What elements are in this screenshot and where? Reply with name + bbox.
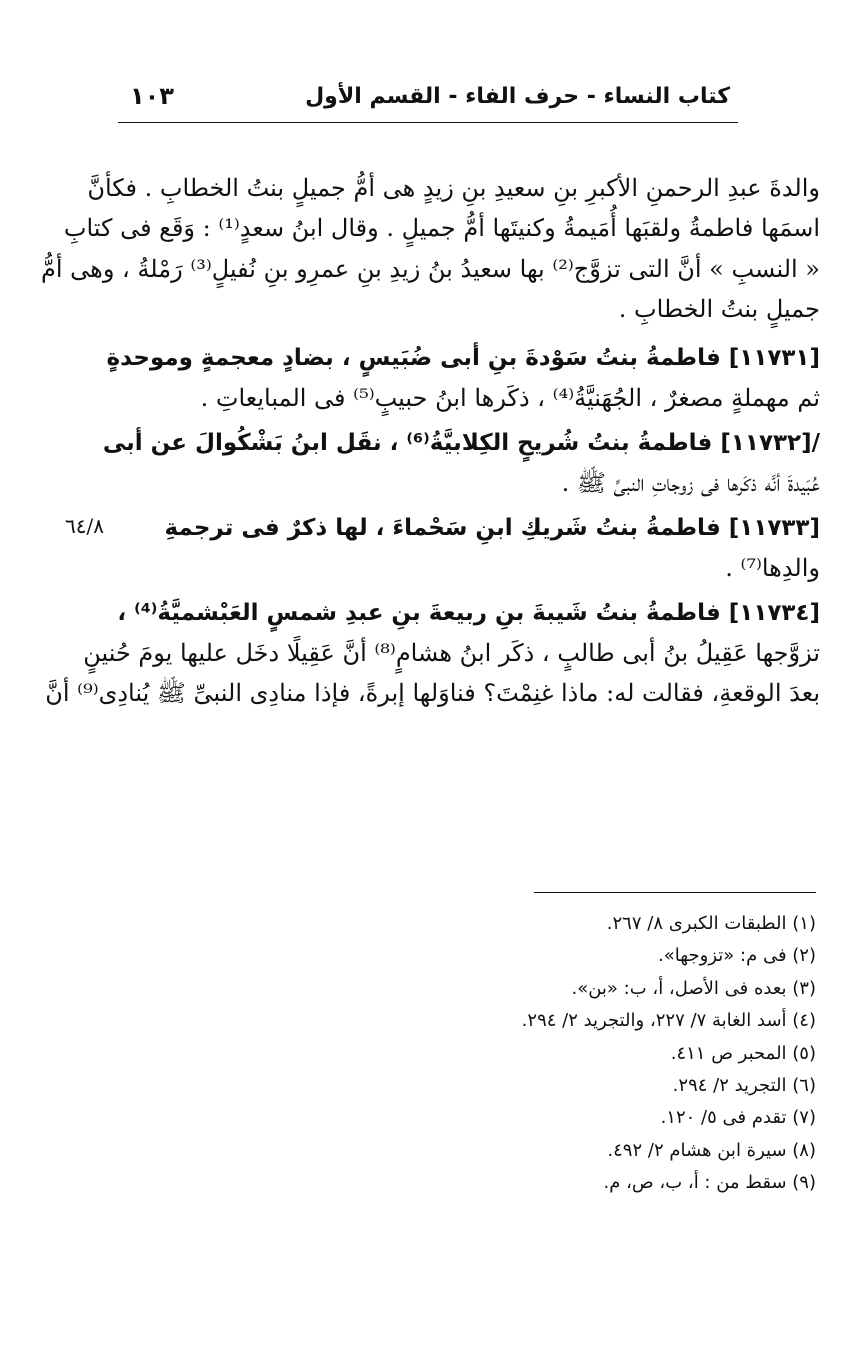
text-line: بعدَ الوقعةِ، فقالت له: ماذا غنِمْتَ؟ فناوَلها إبرةً، فإذا منادِى النبىِّ ﷺ يُنادِى⁽⁹⁾ أنَّ (45, 679, 820, 707)
text-line: عُبَيدةَ أنَّه ذكَرها فى زوجاتِ النبىِّ ﷺ . (561, 468, 820, 497)
footnote: (١) الطبقات الكبرى ٨/ ٢٦٧. (606, 913, 816, 934)
margin-reference: ٦٤/٨ (65, 514, 104, 538)
text-line: والدِها⁽⁷⁾ . (725, 553, 820, 582)
entry-11734: [١١٧٣٤] فاطمةُ بنتُ شَيبةَ بنِ ربيعةَ بنِ عبدِ شمسٍ العَبْشميَّةُ⁽⁴⁾ ، (117, 600, 820, 627)
footnotes (116, 908, 816, 1200)
footnote: (٧) تقدم فى ٥/ ١٢٠. (660, 1107, 816, 1129)
entry-11733: [١١٧٣٣] فاطمةُ بنتُ شَريكِ ابنِ سَحْماءَ ، لها ذكرٌ فى ترجمةِ (164, 515, 820, 542)
text-line: « النسبِ » أنَّ التى تزوَّج⁽²⁾ بها سعيدُ بنُ زيدِ بنِ عمرِو بنِ نُفيلٍ⁽³⁾ رَمْلةُ ، وهى أمُّ (41, 254, 820, 283)
header-title: كتاب النساء - حرف الفاء - القسم الأول (305, 84, 730, 109)
page-number: ١٠٣ (130, 82, 174, 110)
footnote-separator (534, 892, 816, 893)
footnote: (٩) سقط من : أ، ب، ص، م. (603, 1172, 816, 1194)
text-line: والدةَ عبدِ الرحمنِ الأكبرِ بنِ سعيدِ بنِ زيدٍ هى أمُّ جميلٍ بنتُ الخطابِ . فكأنَّ (87, 174, 820, 202)
text-line: اسمَها فاطمةُ ولقبَها أُمَيمةُ وكنيتَها أمُّ جميلٍ . وقال ابنُ سعدٍ⁽¹⁾ : وَقَع فى كتابِ (63, 214, 820, 243)
text-line: تزوَّجها عَقِيلُ بنُ أبى طالبٍ ، ذكَر ابنُ هشامٍ⁽⁸⁾ أنَّ عَقِيلًا دخَل عليها يومَ حُنينٍ (83, 638, 820, 667)
running-header (118, 78, 738, 126)
entry-11731: [١١٧٣١] فاطمةُ بنتُ سَوْدةَ بنِ أبى ضُبَيسٍ ، بضادٍ معجمةٍ وموحدةٍ (106, 345, 820, 372)
entry-11732: /[١١٧٣٢] فاطمةُ بنتُ شُريحٍ الكِلابيَّةُ⁽⁶⁾ ، نقَل ابنُ بَشْكُوالَ عن أبى (102, 430, 820, 457)
text-line: ثم مهملةٍ مصغرٌ ، الجُهَنيَّةُ⁽⁴⁾ ، ذكَرها ابنُ حبيبٍ⁽⁵⁾ فى المبايعاتِ . (200, 383, 820, 412)
footnote: (٣) بعده فى الأصل، أ، ب: «بن». (571, 977, 816, 999)
header-rule (118, 122, 738, 123)
footnote: (٢) فى م: «تزوجها». (658, 945, 816, 967)
footnote: (٤) أسد الغابة ٧/ ٢٢٧، والتجريد ٢/ ٢٩٤. (521, 1010, 816, 1032)
footnote: (٥) المحبر ص ٤١١. (670, 1042, 816, 1064)
footnote: (٦) التجريد ٢/ ٢٩٤. (672, 1074, 816, 1096)
text-line: جميلٍ بنتُ الخطابِ . (618, 294, 820, 323)
footnote: (٨) سيرة ابن هشام ٢/ ٤٩٢. (607, 1139, 816, 1161)
